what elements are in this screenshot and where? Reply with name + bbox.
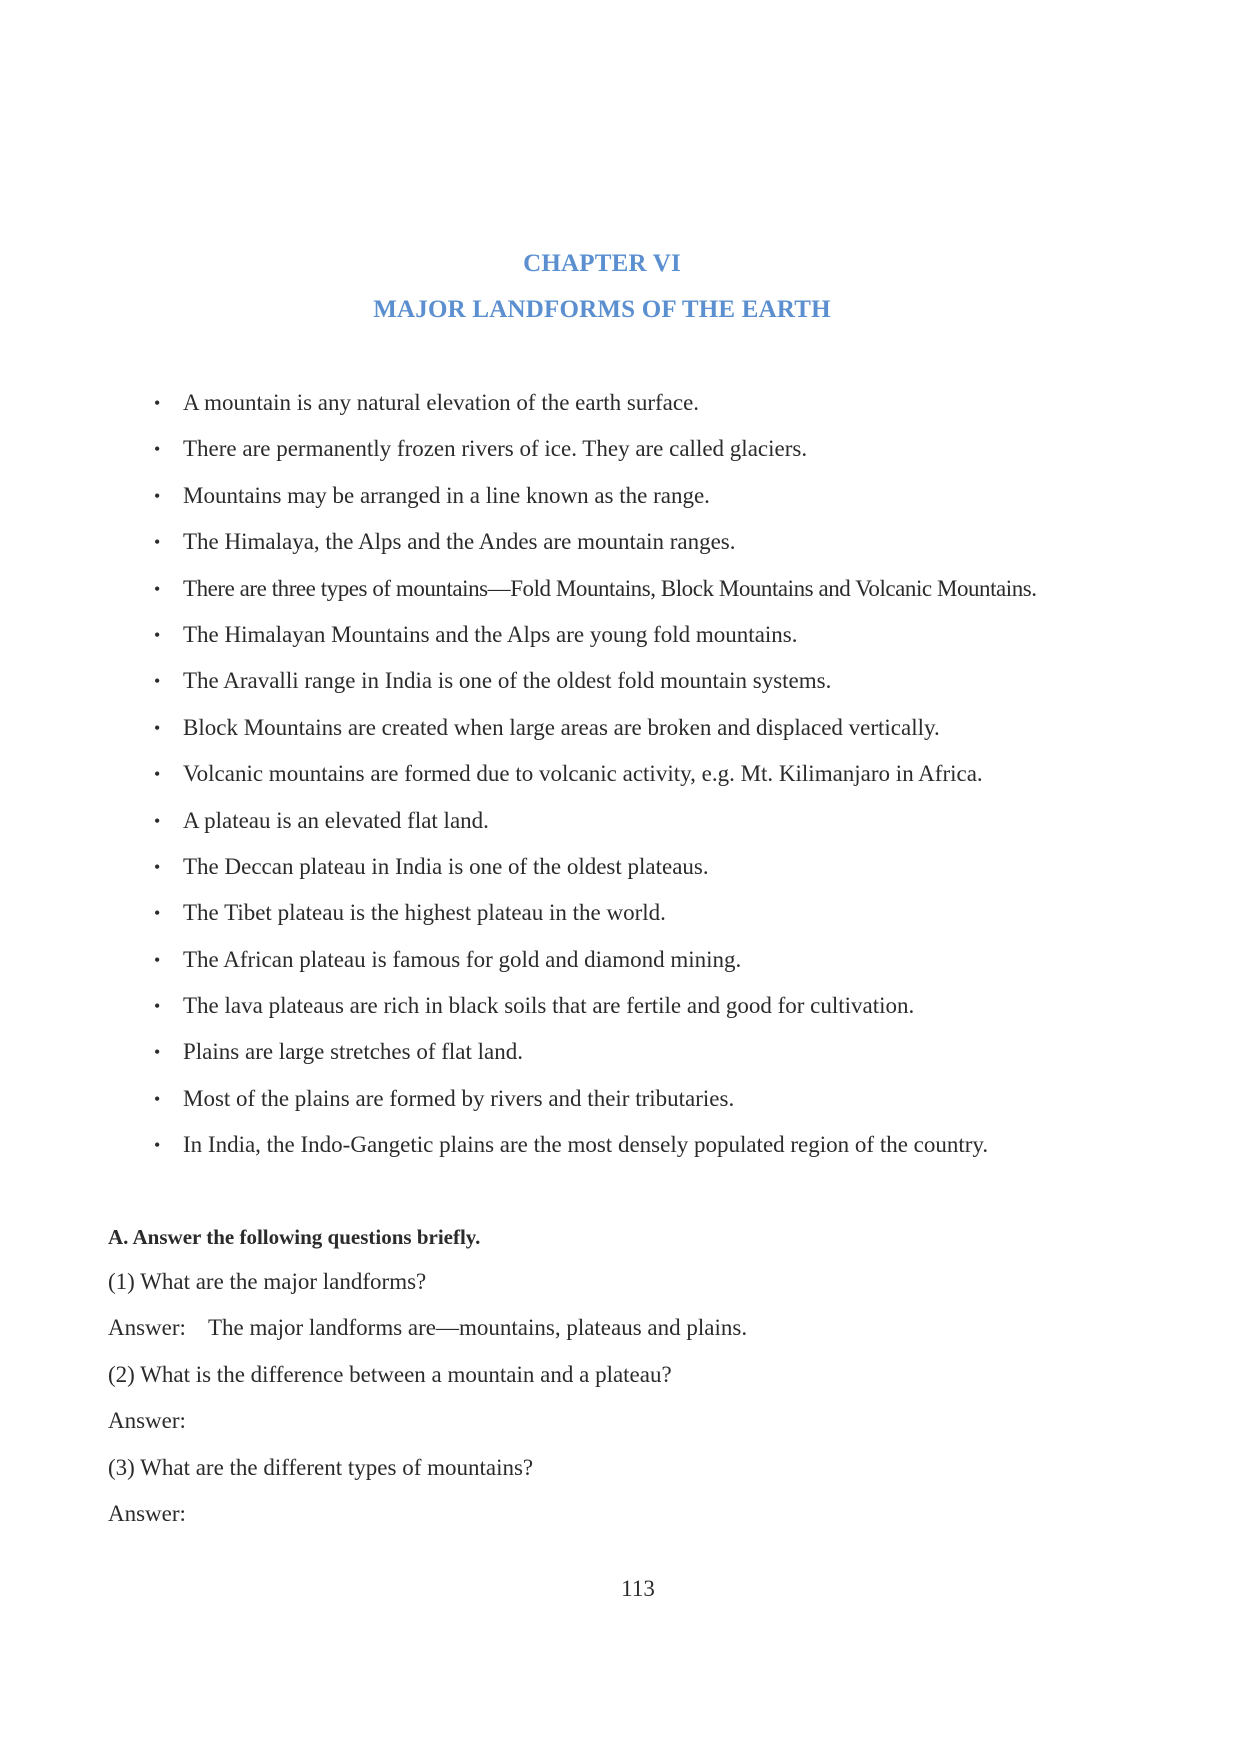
question: (1) What are the major landforms?	[108, 1269, 427, 1294]
summary-point	[150, 937, 1210, 983]
summary-point-text: The Aravalli range in India is one of the oldest fold mountain systems.	[183, 668, 832, 694]
summary-point	[150, 426, 1210, 472]
bullet-icon: •	[154, 1042, 161, 1063]
summary-point	[150, 983, 1210, 1029]
bullet-icon: •	[154, 393, 161, 413]
summary-point-text: There are permanently frozen rivers of ice. They are called glaciers.	[183, 436, 808, 462]
summary-point	[150, 473, 1210, 519]
question: (3) What are the different types of mountains?	[108, 1454, 534, 1480]
answer-label: Answer:	[108, 1500, 186, 1526]
summary-point	[150, 890, 1210, 936]
question: (2) What is the difference between a mountain and a plateau?	[108, 1361, 672, 1387]
summary-point	[150, 519, 1210, 565]
answer-label: Answer:	[108, 1408, 186, 1434]
bullet-icon: •	[154, 485, 161, 506]
answer	[108, 1491, 1188, 1537]
summary-point-text: Block Mountains are created when large areas are broken and displaced vertically.	[183, 714, 940, 740]
summary-point-text: Plains are large stretches of flat land.	[183, 1039, 523, 1065]
summary-point	[150, 844, 1210, 890]
bullet-icon: •	[154, 532, 161, 553]
bullet-icon: •	[154, 764, 161, 785]
answer	[108, 1305, 1188, 1351]
answer-text: The major landforms are—mountains, plateaus and plains.	[208, 1315, 748, 1341]
exercise-section	[108, 1215, 1188, 1537]
bullet-icon: •	[154, 1135, 161, 1156]
summary-point	[150, 1029, 1210, 1075]
bullet-icon: •	[154, 903, 161, 924]
summary-point-text: Most of the plains are formed by rivers and their tributaries.	[183, 1085, 735, 1111]
bullet-icon: •	[154, 578, 160, 599]
bullet-icon: •	[154, 856, 161, 877]
summary-point-text: The Deccan plateau in India is one of the oldest plateaus.	[183, 853, 709, 879]
answer	[108, 1398, 1188, 1444]
summary-point-text: A plateau is an elevated flat land.	[183, 807, 489, 833]
chapter-number: CHAPTER VI	[523, 250, 681, 277]
summary-point	[150, 658, 1210, 704]
summary-point-text: A mountain is any natural elevation of the earth surface.	[183, 390, 700, 415]
summary-list	[150, 380, 1210, 1169]
page-number: 113	[621, 1576, 655, 1601]
summary-point	[150, 566, 1210, 612]
bullet-icon: •	[154, 624, 161, 645]
summary-point	[150, 705, 1210, 751]
summary-point	[150, 612, 1210, 658]
summary-point	[150, 1122, 1210, 1168]
summary-point	[150, 1076, 1210, 1122]
answer-label: Answer:	[108, 1315, 186, 1341]
bullet-icon: •	[154, 1088, 161, 1109]
bullet-icon: •	[154, 949, 161, 970]
bullet-icon: •	[154, 810, 161, 831]
summary-point-text: The Himalaya, the Alps and the Andes are mountain ranges.	[183, 529, 736, 555]
summary-point-text: There are three types of mountains—Fold Mountains, Block Mountains and Volcanic Mountains.	[183, 575, 1037, 601]
summary-point-text: Volcanic mountains are formed due to volcanic activity, e.g. Mt. Kilimanjaro in Africa.	[183, 761, 983, 787]
bullet-icon: •	[154, 439, 161, 460]
bullet-icon: •	[154, 717, 161, 738]
summary-point	[150, 751, 1210, 797]
summary-point-text: The Himalayan Mountains and the Alps are young fold mountains.	[183, 621, 798, 647]
summary-point-text: The African plateau is famous for gold and diamond mining.	[183, 946, 742, 972]
summary-point-text: In India, the Indo-Gangetic plains are the most densely populated region of the country.	[183, 1132, 989, 1158]
summary-point-text: The lava plateaus are rich in black soils that are fertile and good for cultivation.	[183, 993, 915, 1019]
exercise-heading: A. Answer the following questions briefly.	[108, 1225, 481, 1249]
summary-point-text: The Tibet plateau is the highest plateau in the world.	[183, 900, 666, 926]
summary-point-text: Mountains may be arranged in a line known as the range.	[183, 482, 710, 508]
summary-point	[150, 798, 1210, 844]
chapter-title: MAJOR LANDFORMS OF THE EARTH	[373, 296, 831, 323]
bullet-icon: •	[154, 996, 161, 1017]
bullet-icon: •	[154, 671, 161, 692]
summary-point	[150, 380, 1210, 426]
